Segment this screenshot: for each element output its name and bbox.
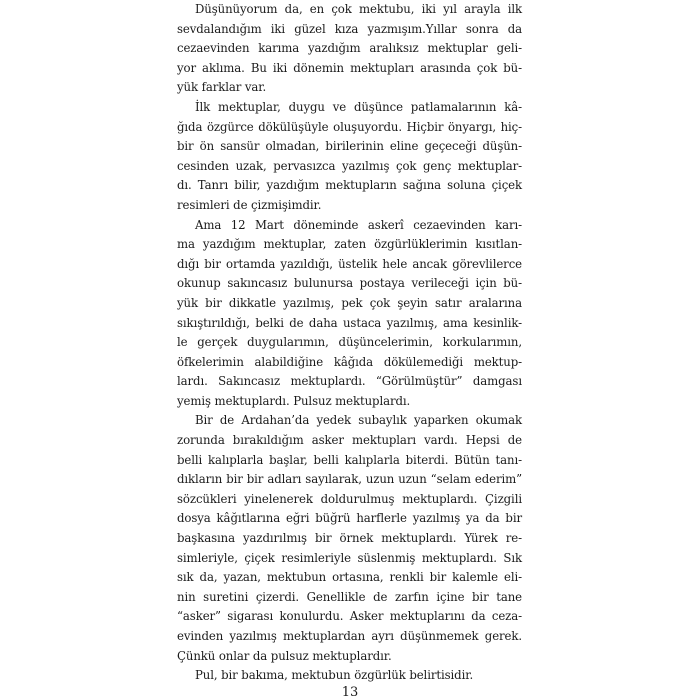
text-line: dığı bir ortamda yazıldığı, üstelik hele ancak görevlilerce [177, 256, 522, 271]
text-line: sözcükleri yinelenerek doldurulmuş mektuplardı. Çizgili [177, 491, 522, 506]
text-line: yemiş mektuplardı. Pulsuz mektuplardı. [177, 393, 411, 408]
text-line: le gerçek duygularımın, düşüncelerimin, korkularımın, [177, 335, 522, 350]
text-line: öfkelerimin alabildiğine kâğıda dökülemediği mektup- [177, 354, 522, 369]
paragraph [177, 411, 522, 666]
text-line: zorunda bırakıldığım asker mektupları vardı. Hepsi de [177, 433, 522, 448]
text-line: Düşünüyorum da, en çok mektubu, iki yıl arayla ilk [195, 2, 522, 16]
text-line: İlk mektuplar, duygu ve düşünce patlamalarının kâ- [195, 99, 522, 114]
text-line: yük bir dikkatle yazılmış, pek çok şeyin satır aralarına [177, 295, 522, 310]
text-line: dıkların bir bir adları sayılarak, uzun uzun “selam ederim” [177, 472, 522, 487]
text-line: Bir de Ardahan’da yedek subaylık yaparken okumak [195, 413, 522, 428]
page-number: 13 [341, 685, 359, 700]
text-line: Ama 12 Mart döneminde askerî cezaevinden karı- [195, 217, 522, 232]
text-line: sevdalandığım iki güzel kıza yazmışım.Yıllar sonra da [177, 21, 522, 36]
text-line: simleriyle, çiçek resimleriyle süslenmiş mektuplardı. Sık [177, 550, 522, 565]
text-line: belli kalıplarla başlar, belli kalıplarla biterdi. Bütün tanı- [177, 452, 522, 467]
text-line: bir ön sansür olmadan, birilerinin eline geçeceği düşün- [177, 139, 522, 154]
text-line: resimleri de çizmişimdir. [177, 197, 322, 212]
text-line: lardı. Sakıncasız mektuplardı. “Görülmüştür” damgası [177, 374, 522, 389]
paragraph [177, 216, 522, 412]
text-line: ma yazdığım mektuplar, zaten özgürlüklerimin kısıtlan- [177, 237, 522, 252]
paragraph [177, 0, 522, 98]
paragraph [177, 98, 522, 216]
text-line: “asker” sigarası konulurdu. Asker mektuplarını da ceza- [177, 609, 522, 624]
text-line: okunup sakıncasız bulunursa postaya verileceği için bü- [177, 276, 522, 291]
paragraph [177, 666, 522, 686]
text-line: evinden yazılmış mektuplardan ayrı düşünmemek gerek. [177, 629, 522, 643]
text-line: yük farklar var. [177, 80, 267, 95]
text-line: sıkıştırıldığı, belki de daha ustaca yazılmış, ama kesinlik- [177, 315, 522, 330]
text-line: dosya kâğıtlarına eğri büğrü harflerle yazılmış ya da bir [177, 511, 522, 526]
text-line: Pul, bir bakıma, mektubun özgürlük belirtisidir. [195, 668, 474, 683]
text-line: cezaevinden karıma yazdığım aralıksız mektuplar geli- [177, 41, 522, 56]
text-line: Çünkü onlar da pulsuz mektuplardır. [177, 648, 392, 663]
text-line: ğıda özgürce dökülüşüyle oluşuyordu. Hiçbir önyargı, hiç- [177, 119, 522, 134]
text-line: cesinden uzak, pervasızca yazılmış çok genç mektuplar- [177, 158, 522, 173]
text-line: dı. Tanrı bilir, yazdığım mektupların sağına soluna çiçek [177, 178, 522, 193]
text-line: yor aklıma. Bu iki dönemin mektupları arasında çok bü- [177, 60, 522, 75]
text-line: başkasına yazdırılmış bir örnek mektuplardı. Yürek re- [177, 531, 522, 546]
text-line: sık da, yazan, mektubun ortasına, renkli bir kalemle eli- [177, 570, 522, 585]
body-text [177, 0, 522, 686]
text-line: nin suretini çizerdi. Genellikle de zarfın içine bir tane [177, 589, 522, 604]
